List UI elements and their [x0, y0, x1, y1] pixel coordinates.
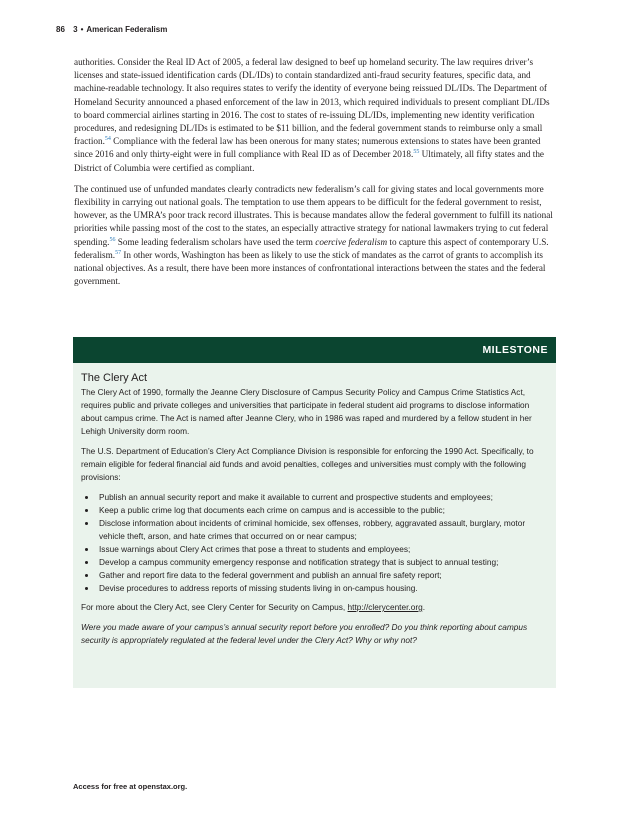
milestone-box: [73, 337, 556, 688]
list-item: • Develop a campus community emergency response and notification strategy that is subject to annual testing;: [97, 556, 548, 569]
milestone-paragraph-2: The U.S. Department of Education’s Clery Act Compliance Division is responsible for enforcing the 1990 Act. Specifically, to remain eligible for federal financial aid funds and avoid penalties, colleges and universities must comply with the following provisions:: [81, 446, 534, 482]
page-number: 86: [56, 25, 65, 34]
paragraph-text: Compliance with the federal law has been onerous for many states; numerous extensions to states have been granted since 2016 and only thirty-eight were in full compliance with Real ID as of December 2018.: [74, 136, 541, 160]
list-item: • Publish an annual security report and make it available to current and prospective students and employees;: [97, 491, 548, 504]
footnote-ref-55[interactable]: 55: [413, 149, 420, 156]
chapter-title: American Federalism: [86, 25, 168, 34]
paragraph-text: Some leading federalism scholars have used the term: [115, 236, 316, 247]
key-term: coercive federalism: [315, 236, 388, 247]
list-item: • Gather and report fire data to the federal government and publish an annual fire safety report;: [97, 569, 548, 582]
milestone-content: [73, 363, 556, 647]
body-paragraph-1: [74, 56, 556, 175]
list-item: • Keep a public crime log that documents each crime on campus and is accessible to the public;: [97, 504, 548, 517]
more-info: [81, 601, 548, 614]
running-head: [56, 25, 167, 34]
paragraph-text: authorities. Consider the Real ID Act of 2005, a federal law designed to beef up homeland security. The law requires driver’s licenses and state-issued identification cards (DL/IDs) to contain standardized anti-fraud security features, specific data, and machine-readable technology. It also requires states to verify the identity of everyone being reissued DL/IDs. The Department of Homeland Security announced a phased enforcement of the law in 2013, which required individuals to present compliant DL/IDs to board commercial airlines starting in 2016. The cost to states of re-issuing DL/IDs, implementing new identity verification procedures, and redesigning DL/IDs is estimated to be $11 billion, and the federal government stands to reimburse only a small fraction.: [74, 57, 550, 147]
milestone-paragraph-1: The Clery Act of 1990, formally the Jeanne Clery Disclosure of Campus Security Policy and Campus Crime Statistics Act, requires public and private colleges and universities that participate in federal student aid programs to disclose information about campus crime. The Act is named after Jeanne Clery, who in 1986 was raped and murdered by a fellow student in her Lehigh University dorm room.: [81, 387, 532, 436]
list-item: • Devise procedures to address reports of missing students living in on-campus housing.: [97, 582, 548, 595]
list-item: • Disclose information about incidents of criminal homicide, sex offenses, robbery, aggravated assault, burglary, motor vehicle theft, arson, and hate crimes that occurred on or near campus;: [97, 517, 548, 543]
paragraph-text: Ultimately, all fifty states and the District of Columbia were certified as compliant.: [74, 149, 545, 173]
body-paragraph-2: [74, 183, 556, 289]
paragraph-text: to capture this aspect of contemporary U.S. federalism.: [74, 236, 549, 260]
milestone-title: The Clery Act: [81, 372, 148, 384]
clery-center-link[interactable]: http://clerycenter.org: [347, 602, 423, 612]
footnote-ref-54[interactable]: 54: [104, 136, 111, 143]
more-info-text: For more about the Clery Act, see Clery Center for Security on Campus,: [81, 602, 348, 612]
footnote-ref-57[interactable]: 57: [115, 249, 122, 256]
provisions-list: [81, 491, 548, 595]
footer: Access for free at openstax.org.: [73, 782, 188, 791]
body-text: [74, 56, 556, 296]
chapter-number: 3: [73, 25, 78, 34]
list-item: • Issue warnings about Clery Act crimes that pose a threat to students and employees;: [97, 543, 548, 556]
paragraph-text: The continued use of unfunded mandates clearly contradicts new federalism’s call for giving states and local governments more flexibility in carrying out national goals. The temptation to use them appears to be difficult for the federal government to resist, however, as the UMRA’s poor track record illustrates. This is because mandates allow the federal government to fulfill its national priorities while passing most of the cost to the states, an especially attractive strategy for national lawmakers trying to cut federal spending.: [74, 183, 553, 247]
critical-thinking-question: Were you made aware of your campus’s annual security report before you enrolled? Do you think reporting about campus security is appropriately regulated at the federal level under the Clery Act? Why or why not?: [81, 622, 528, 645]
paragraph-text: In other words, Washington has been as likely to use the stick of mandates as the carrot of grants to accomplish its national objectives. As a result, there have been more instances of confrontational interactions between the states and the federal government.: [74, 249, 546, 287]
footnote-ref-56[interactable]: 56: [109, 236, 116, 243]
header-separator: •: [80, 25, 84, 34]
milestone-label: MILESTONE: [73, 337, 556, 363]
more-info-end: .: [422, 602, 426, 612]
